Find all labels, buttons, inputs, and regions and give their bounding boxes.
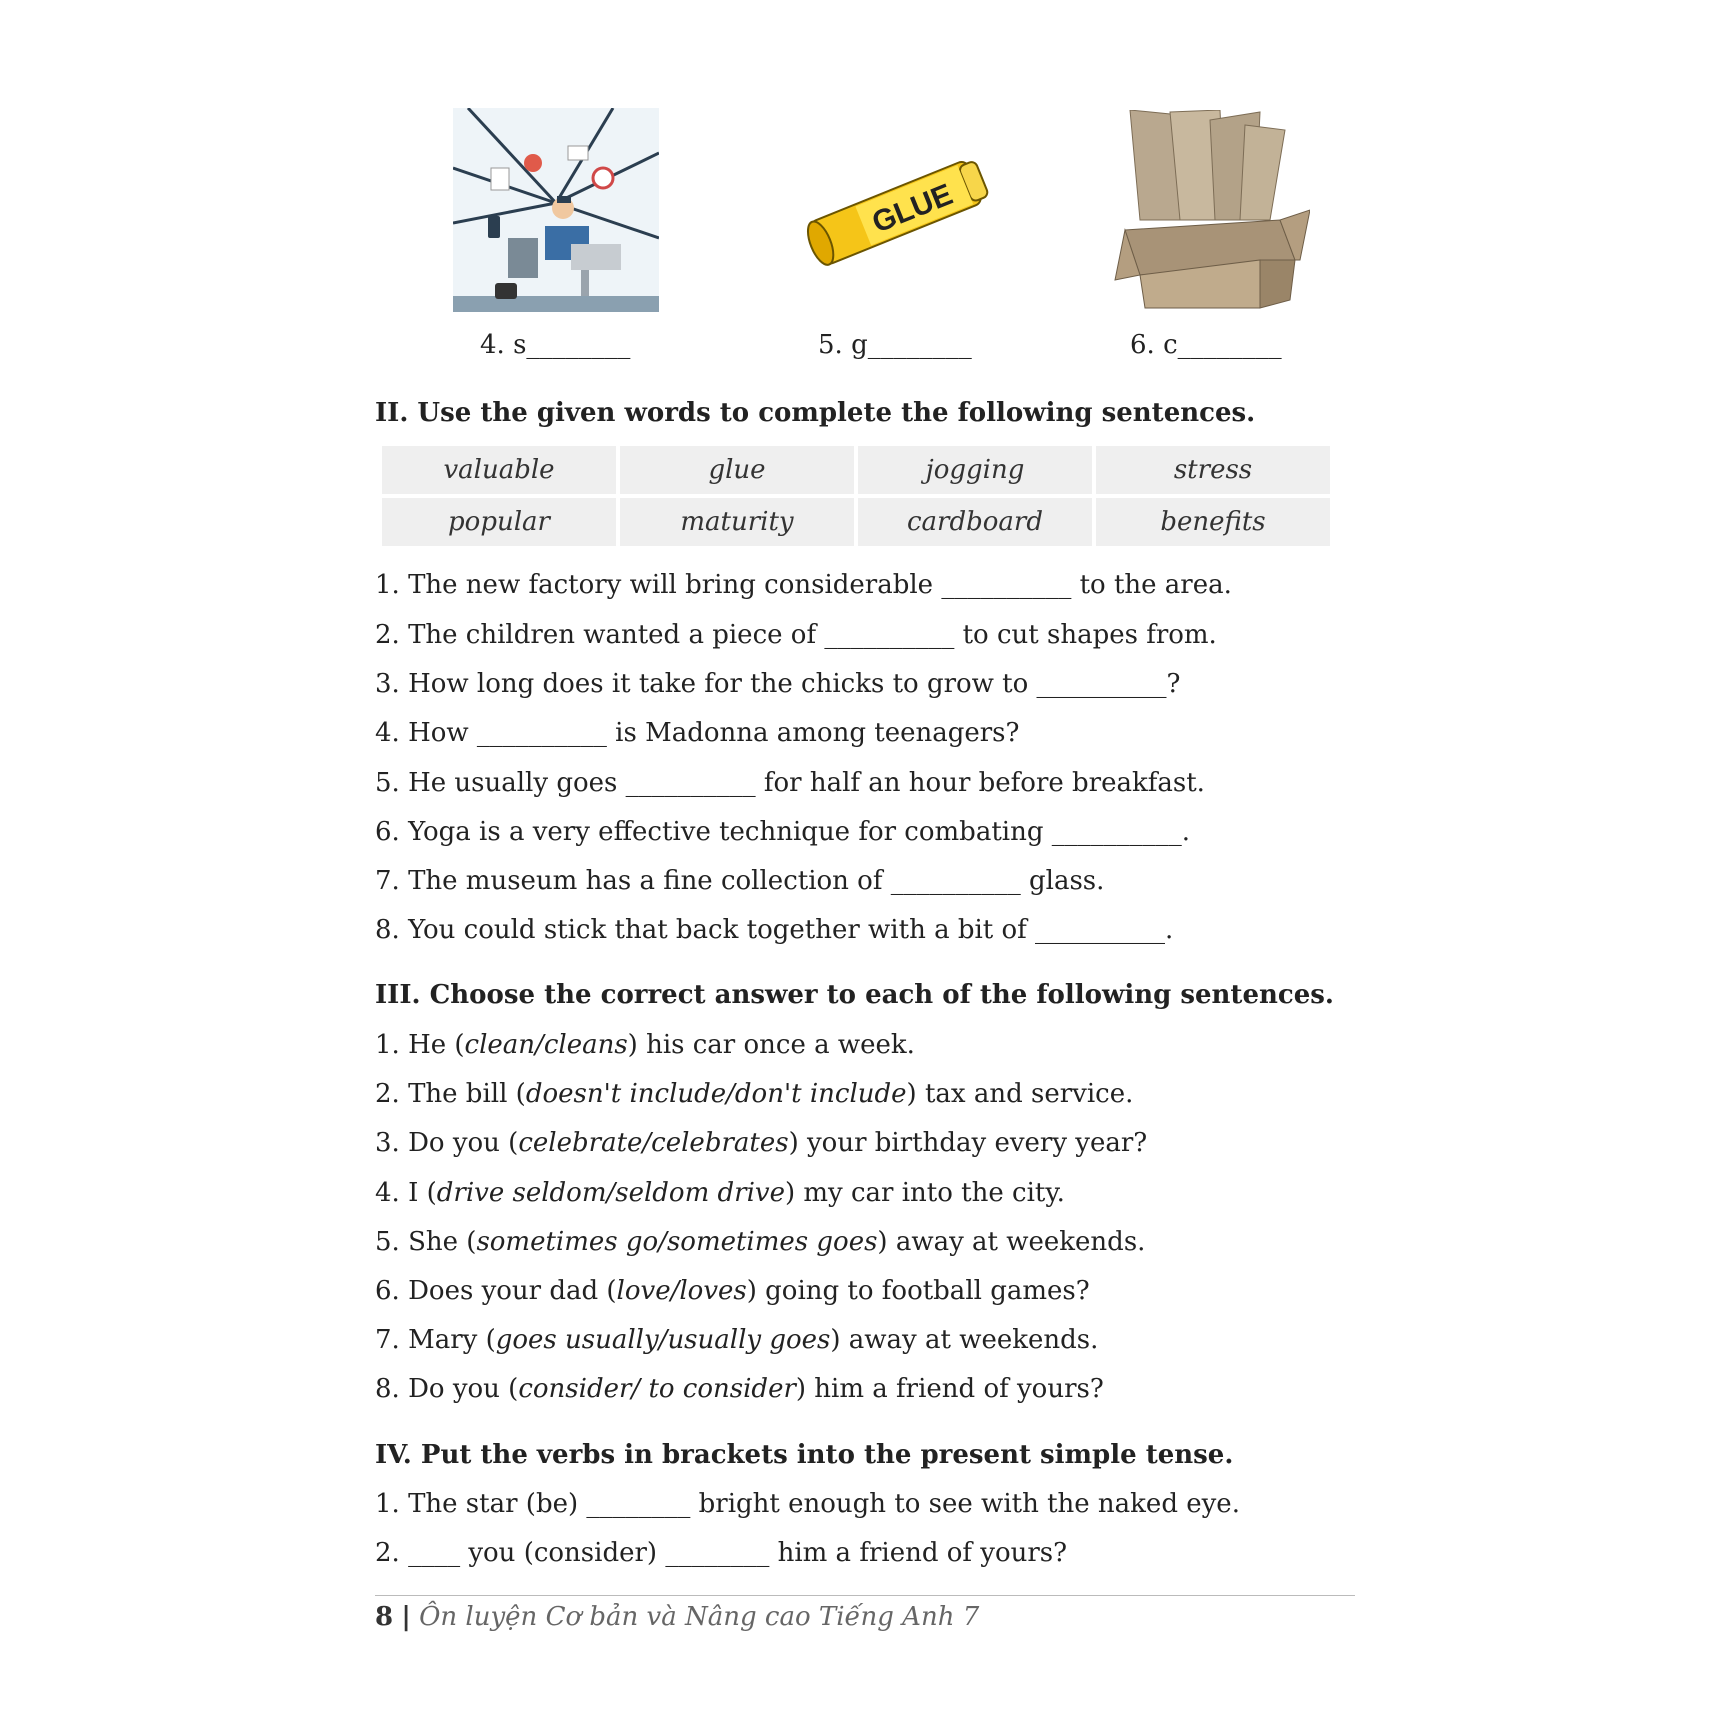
word-bank-cell: cardboard — [858, 498, 1092, 546]
word-bank-cell: maturity — [620, 498, 854, 546]
section-4-sentence: 2. ____ you (consider) ________ him a friend of yours? — [375, 1538, 1068, 1568]
word-bank-row — [382, 446, 1330, 494]
word-bank-cell: popular — [382, 498, 616, 546]
word-bank-cell: jogging — [858, 446, 1092, 494]
section-3-sentence: 5. She (sometimes go/sometimes goes) away at weekends. — [375, 1227, 1146, 1257]
section-3-heading: III. Choose the correct answer to each of the following sentences. — [375, 980, 1334, 1010]
word-bank-row — [382, 498, 1330, 546]
section-2-sentence: 8. You could stick that back together with a bit of __________. — [375, 915, 1174, 945]
glue-stick-illustration — [800, 150, 1000, 270]
word-bank-table — [378, 442, 1334, 550]
picture-6-caption: 6. c________ — [1130, 330, 1282, 360]
section-3-sentence: 6. Does your dad (love/loves) going to football games? — [375, 1276, 1090, 1306]
section-2-sentence: 1. The new factory will bring considerable __________ to the area. — [375, 570, 1232, 600]
section-3-sentence: 7. Mary (goes usually/usually goes) away at weekends. — [375, 1325, 1099, 1355]
section-2-sentence: 4. How __________ is Madonna among teenagers? — [375, 718, 1020, 748]
picture-5-caption: 5. g________ — [818, 330, 972, 360]
section-2-sentence: 3. How long does it take for the chicks to grow to __________? — [375, 669, 1181, 699]
cardboard-box-illustration — [1110, 110, 1310, 310]
section-2-sentence: 5. He usually goes __________ for half an hour before breakfast. — [375, 768, 1205, 798]
section-4-heading: IV. Put the verbs in brackets into the present simple tense. — [375, 1440, 1234, 1470]
word-bank-cell: glue — [620, 446, 854, 494]
section-3-sentence: 4. I (drive seldom/seldom drive) my car into the city. — [375, 1178, 1065, 1208]
page-footer — [375, 1602, 979, 1632]
word-bank-cell: benefits — [1096, 498, 1330, 546]
word-bank-cell: stress — [1096, 446, 1330, 494]
book-title: Ôn luyện Cơ bản và Nâng cao Tiếng Anh 7 — [419, 1602, 980, 1632]
section-2-sentence: 2. The children wanted a piece of __________ to cut shapes from. — [375, 620, 1217, 650]
section-2-heading: II. Use the given words to complete the following sentences. — [375, 398, 1256, 428]
section-2-sentence: 6. Yoga is a very effective technique for combating __________. — [375, 817, 1191, 847]
section-3-sentence: 2. The bill (doesn't include/don't include) tax and service. — [375, 1079, 1134, 1109]
page-number: 8 — [375, 1602, 394, 1632]
section-2-sentence: 7. The museum has a fine collection of __________ glass. — [375, 866, 1105, 896]
picture-4-caption: 4. s________ — [480, 330, 631, 360]
footer-divider — [375, 1595, 1355, 1596]
section-3-sentence: 8. Do you (consider/ to consider) him a friend of yours? — [375, 1374, 1104, 1404]
footer-separator: | — [401, 1602, 411, 1632]
section-4-sentence: 1. The star (be) ________ bright enough to see with the naked eye. — [375, 1489, 1240, 1519]
stressed-office-worker-illustration — [453, 108, 659, 312]
glue-label: GLUE — [867, 177, 958, 240]
section-3-sentence: 1. He (clean/cleans) his car once a week. — [375, 1030, 915, 1060]
section-3-sentence: 3. Do you (celebrate/celebrates) your birthday every year? — [375, 1128, 1148, 1158]
word-bank-cell: valuable — [382, 446, 616, 494]
